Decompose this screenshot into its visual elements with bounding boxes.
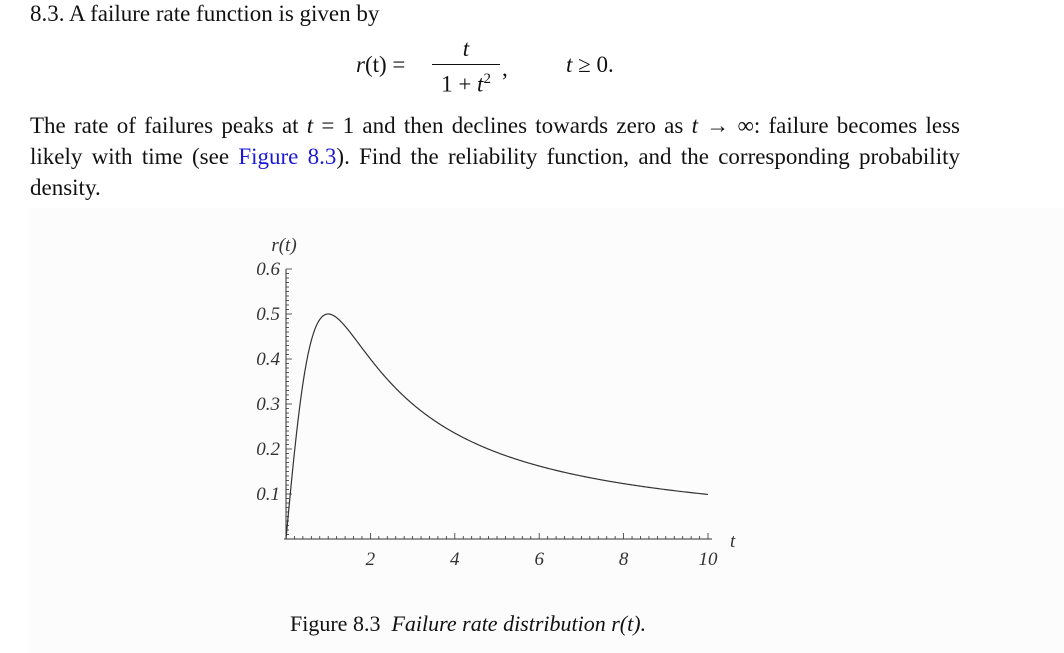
y-axis-label: r(t) [271,235,297,256]
x-axis-label: t [730,531,736,552]
y-tick-label: 0.1 [256,484,280,505]
problem-paragraph [30,110,960,203]
caption-math: r(t). [611,611,647,636]
figure-link[interactable]: Figure 8.3 [238,144,337,169]
problem-heading: 8.3. A failure rate function is given by [30,1,380,26]
paragraph-part1: The rate of failures peaks at [30,113,307,138]
fraction-denominator [432,66,500,98]
caption-text: Failure rate distribution [391,611,606,636]
failure-rate-chart [28,208,1064,608]
equation-lhs-fn: r [356,52,365,77]
figure-panel [28,208,1064,653]
failure-rate-equation [356,36,656,106]
paragraph-part4: ). Find the reliability function, and the corresponding probability density. [30,144,960,200]
equation-lhs-arg: (t) = [364,52,406,77]
equation-fraction [432,36,500,98]
denominator-var: t [477,71,484,97]
condition-var: t [566,52,573,77]
caption-label: Figure 8.3 [290,611,381,636]
paragraph-part3: → ∞: failure becomes less likely with time (see [30,113,960,169]
x-tick-label: 4 [450,549,460,570]
equation-condition [566,52,614,78]
paragraph-var1: t [306,113,314,138]
y-tick-label: 0.2 [256,439,280,460]
denominator-prefix: 1 + [441,71,478,97]
y-tick-label: 0.3 [256,394,280,415]
x-tick-label: 10 [698,549,718,570]
paragraph-part2: = 1 and then declines towards zero as [313,113,692,138]
fraction-numerator: t [462,36,470,61]
series-line-r-t [286,314,708,539]
equation-lhs [356,52,405,78]
y-tick-label: 0.6 [256,259,280,280]
y-tick-label: 0.4 [256,349,280,370]
x-tick-label: 2 [365,549,376,570]
x-tick-label: 8 [618,549,629,570]
equation-comma: , [502,56,508,81]
fraction-bar [432,64,500,65]
figure-caption [290,610,646,638]
y-tick-label: 0.5 [256,304,280,325]
condition-rest: ≥ 0. [572,52,614,77]
paragraph-var2: t [691,113,698,138]
x-tick-label: 6 [534,549,544,570]
denominator-exponent: 2 [483,71,491,87]
